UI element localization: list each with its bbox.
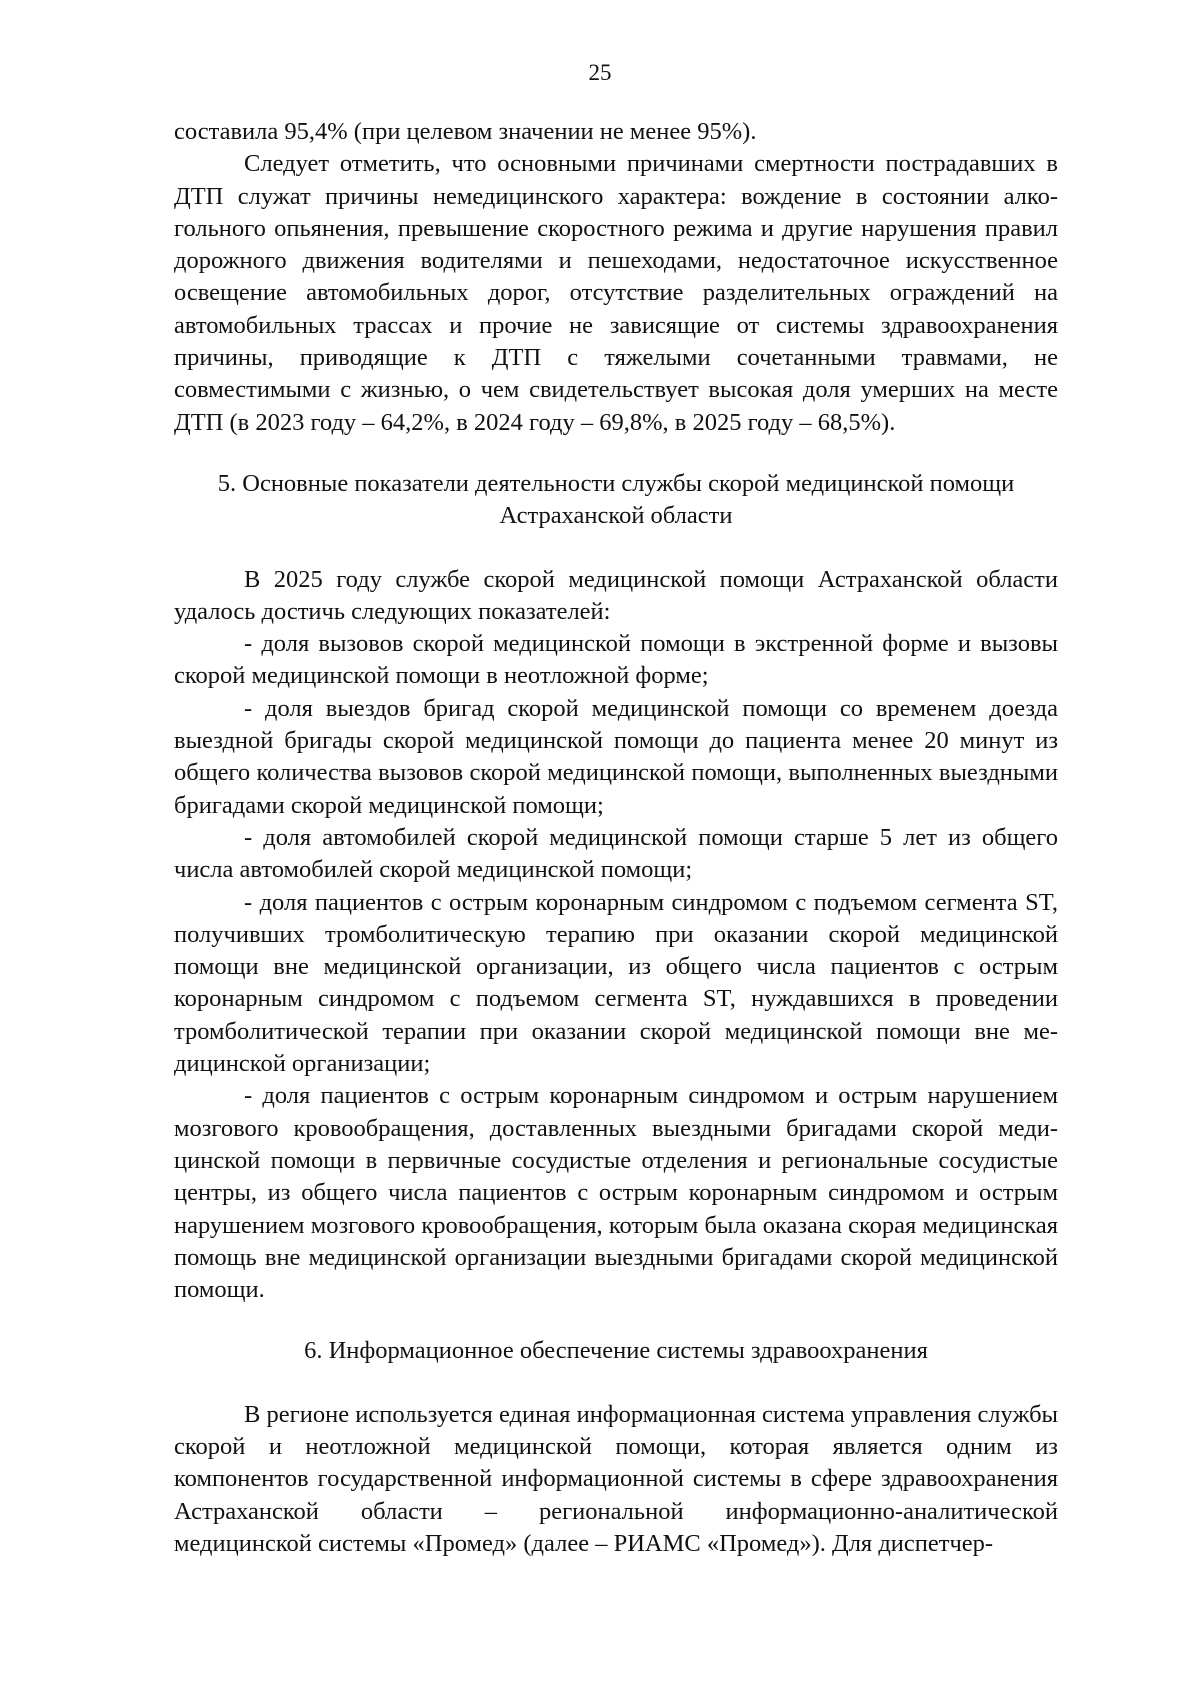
- paragraph-continuation: составила 95,4% (при целевом значении не менее 95%).: [174, 118, 757, 145]
- section-heading-5-line-2: Астраханской области: [499, 502, 733, 530]
- paragraph-information-system: В регионе используется единая информационная система управления службы скорой и неотложной медицинской помощи, которая является одним из компонентов государственной информационной системы в сфере здравоохранения Астраханской области – региональной информационно-аналитической медицинской системы «Промед» (далее – РИАМС «Промед»). Для диспетчер-: [174, 1400, 1058, 1557]
- page-number: 25: [588, 60, 612, 85]
- section-heading-5: [174, 468, 1058, 533]
- paragraph-indicators-intro: В 2025 году службе скорой медицинской помощи Астраханской области удалось достичь следующих показателей:: [174, 565, 1058, 625]
- list-item-arrival-time: - доля выездов бригад скорой медицинской помощи со временем доезда выездной бригады скорой медицинской помощи до пациента менее 20 минут из общего количества вызовов скорой медицинской помощи, выполненных выездными бригадами скорой медицинской помощи;: [174, 694, 1058, 819]
- section-heading-5-line-1: 5. Основные показатели деятельности службы скорой медицинской помощи: [217, 469, 1015, 497]
- list-item-thrombolytic-therapy: - доля пациентов с острым коронарным синдромом с подъемом сегмента ST, получивших тромболитическую терапию при оказании скорой медицинской помощи вне медицинской организации, из общего числа пациентов с острым коронарным синдромом с подъемом сегмента ST, нуждавшихся в проведении тромболитической терапии при оказании скорой медицинской помощи вне медицинской организации;: [174, 888, 1058, 1078]
- document-body: [174, 116, 1058, 1560]
- paragraph-road-accident-causes: Следует отметить, что основными причинами смертности пострадавших в ДТП служат причины немедицинского характера: вождение в состоянии алкогольного опьянения, превышение скоростного режима и другие нарушения правил дорожного движения водителями и пешеходами, недостаточное искусственное освещение автомобильных дорог, отсутствие разделительных ограждений на автомобильных трассах и прочие не зависящие от системы здравоохранения причины, приводящие к ДТП с тяжелыми сочетанными травмами, не совместимыми с жизнью, о чем свидетельствует высокая доля умерших на месте ДТП (в 2023 году – 64,2%, в 2024 году – 69,8%, в 2025 году – 68,5%).: [174, 150, 1058, 436]
- section-heading-6: 6. Информационное обеспечение системы здравоохранения: [304, 1337, 928, 1365]
- list-item-emergency-calls: - доля вызовов скорой медицинской помощи в экстренной форме и вызовы скорой медицинской помощи в неотложной форме;: [174, 630, 1058, 690]
- list-item-vehicle-age: - доля автомобилей скорой медицинской помощи старше 5 лет из общего числа автомобилей скорой медицинской помощи;: [174, 823, 1058, 884]
- list-item-vascular-centers: - доля пациентов с острым коронарным синдромом и острым нарушением мозгового кровообращения, доставленных выездными бригадами скорой медицинской помощи в первичные сосудистые отделения и региональные сосудистые центры, из общего числа пациентов с острым коронарным синдромом и острым нарушением мозгового кровообращения, которым была оказана скорая медицинская помощь вне медицинской организации выездными бригадами скорой медицинской помощи.: [174, 1082, 1058, 1304]
